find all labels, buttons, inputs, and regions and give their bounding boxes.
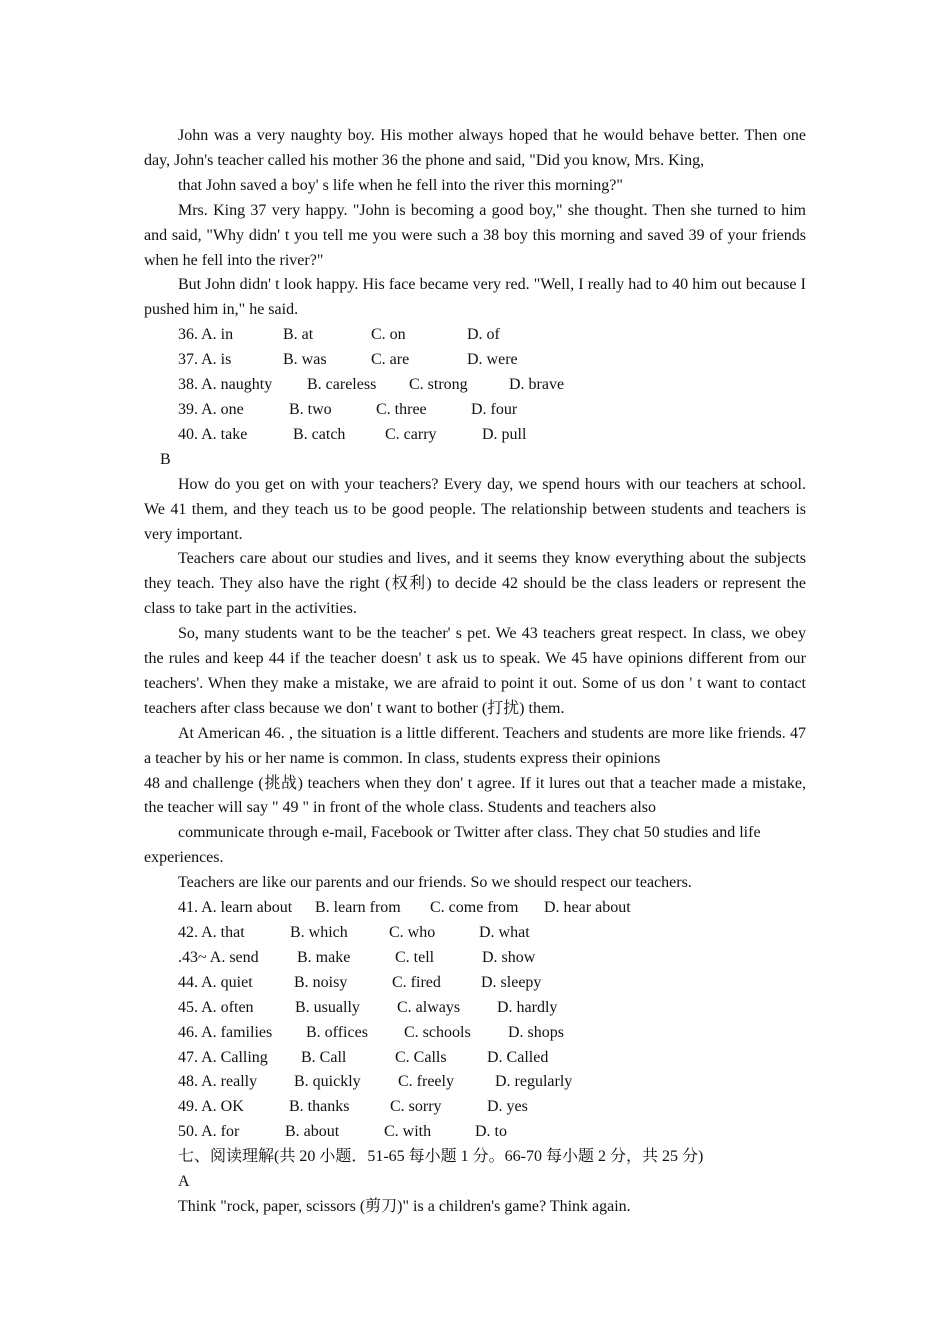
question-row: 40. A. take B. catch C. carry D. pull [178, 425, 527, 443]
questions-a [144, 323, 806, 448]
section-7-intro: Think "rock, paper, scissors (剪刀)" is a children's game? Think again. [178, 1197, 631, 1215]
question-row: 49. A. OK B. thanks C. sorry D. yes [178, 1098, 528, 1116]
passage-b-paragraph-5-cont: experiences. [144, 849, 224, 867]
passage-a-paragraph-1: John was a very naughty boy. His mother always hoped that he would behave better. Then one day, John's teacher called his mother 36 the phone and said, "Did you know, Mrs. King, [144, 127, 806, 169]
question-row: 41. A. learn about B. learn from C. come from D. hear about [178, 899, 631, 917]
passage-b-paragraph-5: communicate through e-mail, Facebook or Twitter after class. They chat 50 studies and life [178, 824, 761, 842]
question-row: 39. A. one B. two C. three D. four [178, 400, 518, 418]
question-row: 36. A. in B. at C. on D. of [178, 326, 500, 344]
question-row: 38. A. naughty B. careless C. strong D. brave [178, 376, 565, 394]
question-row: 47. A. Calling B. Call C. Calls D. Called [178, 1048, 549, 1066]
document-page [144, 124, 806, 1220]
question-row: 42. A. that B. which C. who D. what [178, 924, 530, 941]
question-row: 46. A. families B. offices C. schools D. shops [178, 1023, 565, 1041]
section-7-label: A [178, 1173, 190, 1191]
passage-b-paragraph-2: Teachers care about our studies and lives, and it seems they know everything about the subjects they teach. They also have the right (权利) to decide 42 should be the class leaders or represent the class to take part in the activities. [144, 550, 806, 618]
passage-a-paragraph-1-cont: that John saved a boy' s life when he fell into the river this morning?" [178, 176, 623, 194]
passage-b-paragraph-6: Teachers are like our parents and our friends. So we should respect our teachers. [178, 874, 692, 892]
question-row: 44. A. quiet B. noisy C. fired D. sleepy [178, 973, 542, 991]
questions-b [144, 896, 806, 1145]
passage-a-paragraph-3: But John didn' t look happy. His face became very red. "Well, I really had to 40 him out because I pushed him in," he said. [144, 276, 806, 319]
passage-a-paragraph-2: Mrs. King 37 very happy. "John is becoming a good boy," she thought. Then she turned to him and said, "Why didn' t you tell me you were such a 38 boy this morning and saved 39 of your friends when he fell into the river?" [144, 201, 806, 269]
question-row: 45. A. often B. usually C. always D. hardly [178, 998, 558, 1016]
passage-b-paragraph-4-cont: 48 and challenge (挑战) teachers when they don' t agree. If it lures out that a teacher made a mistake, the teacher will say " 49 " in front of the whole class. Students and teachers also [144, 774, 806, 817]
passage-b-paragraph-1: How do you get on with your teachers? Every day, we spend hours with our teachers at school. We 41 them, and they teach us to be good people. The relationship between students and teachers is very important. [144, 475, 806, 543]
question-row: 37. A. is B. was C. are D. were [178, 351, 518, 369]
section-b-label: B [160, 450, 171, 468]
section-7-heading: 七、阅读理解(共 20 小题．51-65 每小题 1 分。66-70 每小题 2 分，共 25 分) [178, 1148, 704, 1166]
passage-b-paragraph-3: So, many students want to be the teacher' s pet. We 43 teachers great respect. In class, we obey the rules and keep 44 if the teacher doesn' t ask us to speak. We 45 have opinions different from our teachers'. When they make a mistake, we are afraid to point it out. Some of us don ' t want to contact teachers after class because we don' t want to bother (打扰) them. [144, 625, 806, 717]
question-row: 50. A. for B. about C. with D. to [178, 1123, 507, 1141]
question-row: 48. A. really B. quickly C. freely D. regularly [178, 1073, 573, 1091]
question-row: .43~ A. send B. make C. tell D. show [178, 948, 536, 966]
passage-b-paragraph-4: At American 46. , the situation is a little different. Teachers and students are more like friends. 47 a teacher by his or her name is common. In class, students express their opinions [144, 724, 806, 767]
